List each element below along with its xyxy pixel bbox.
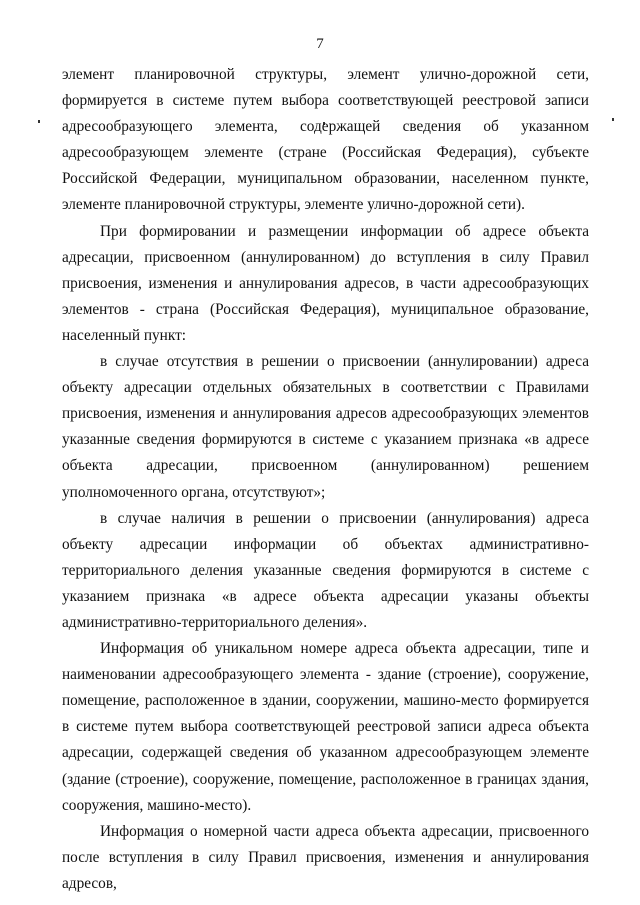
paragraph-absence-case: в случае отсутствия в решении о присвоении (аннулировании) адреса объекту адресации отдельных обязательных в соответствии с Правилами присвоения, изменения и аннулирования адресов адресообразующих элементов указанные сведения формируются в системе с указанием признака «в адресе объекта адресации, присвоенном (аннулированном) решением уполномоченного органа, отсутствуют»; (62, 353, 589, 501)
scan-speck-right (612, 118, 614, 121)
page-number: 7 (316, 36, 324, 52)
paragraph-continuation: элемент планировочной структуры, элемент улично-дорожной сети, формируется в системе путем выбора соответствующей реестровой записи адресообразующего элемента, содержащей сведения об указанном адресообразующем элементе (стране (Российская Федерация), субъекте Российской Федерации, муниципальном образовании, населенном пункте, элементе планировочной структуры, элементе улично-дорожной сети). (62, 66, 589, 214)
document-body (62, 62, 589, 897)
paragraph-presence-case: в случае наличия в решении о присвоении (аннулирования) адреса объекту адресации информации об объектах административно-территориального деления указанные сведения формируются в системе с указанием признака «в адресе объекта адресации указаны объекты административно-территориального деления». (62, 509, 589, 631)
paragraph-unique-number: Информация об уникальном номере адреса объекта адресации, типе и наименовании адресообразующего элемента - здание (строение), сооружение, помещение, расположенное в здании, сооружении, машино-место формируется в системе путем выбора соответствующей реестровой записи адреса объекта адресации, содержащей сведения об указанном адресообразующем элементе (здание (строение), сооружение, помещение, расположенное в границах здания, сооружения, машино-место). (62, 640, 589, 814)
scan-speck-left (38, 120, 40, 123)
paragraph-number-part: Информация о номерной части адреса объекта адресации, присвоенного после вступления в силу Правил присвоения, изменения и аннулирования адресов, (62, 822, 589, 892)
paragraph-formation-rules: При формировании и размещении информации об адресе объекта адресации, присвоенном (аннулированном) до вступления в силу Правил присвоения, изменения и аннулирования адресов, в части адресообразующих элементов - страна (Российская Федерация), муниципальное образование, населенный пункт: (62, 222, 589, 344)
